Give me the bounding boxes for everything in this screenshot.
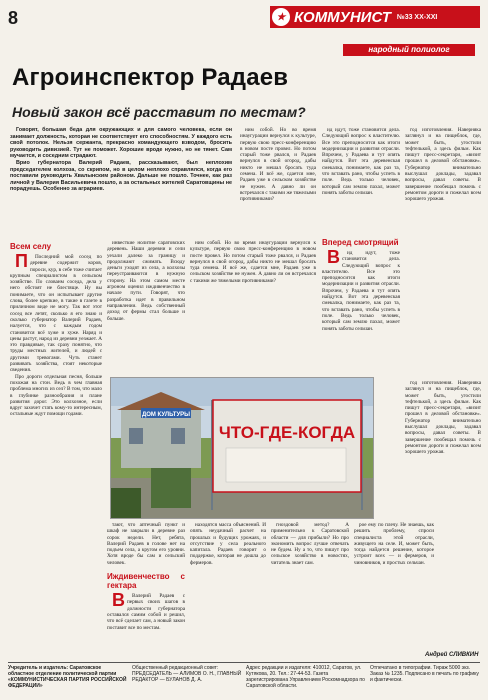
paragraph: ним собой. Но во время инаугурации вернулся к культуре, первую свою пресс-конференцию в новом посте провел. Но потом старый тоже рвался, и Радаев вернулся в свой огород, дабы никто не мешал бросать туда семена. И всё же, сдается мне, Радаев уже в сельском хозяйстве не нужен. А давно ли он встречался с такими же тяжелыми противниками?	[190, 240, 316, 284]
page-number: 8	[8, 8, 19, 28]
star-icon: ★	[272, 8, 290, 26]
column-text	[107, 240, 185, 372]
paragraph: Про дороги отдельная песня, больше похожая на стон. Ведь в чем главная проблема многих из сел? В том, что мало в глубинке разнообразия и плане развития дорог. Это колхозное, если вдруг захочет стать кому-то интересным, остальные ждут помощи годами.	[10, 373, 102, 418]
paragraph: год изготовления. Наверняка заглянул и на пищеблок, где, может быть, угостили тефтелькой, а здесь фильм. Как пишут пресс-секретари, «визит прошел в деловой обстановке». Губернатор внимательно выслушал доклады, задавал вопросы, давал советы. В завершение пообещал помочь с ремонтом дороги и пожелал всем хорошего урожая.	[405, 127, 481, 203]
paragraph: находятся масса объяснений. И опять неудачный расчет на прошлых и будущих урожаях, и отсутствие у села реального капитала. Радаев говорит о поддержке, которая не дошла до фермеров.	[190, 522, 266, 566]
author-signature: Андрей СЛИВКИН	[425, 652, 479, 658]
article-photo	[110, 377, 374, 519]
column-text	[190, 522, 266, 658]
column-text	[271, 522, 349, 658]
issue-label: №33 XX-XXI	[396, 13, 438, 21]
paragraph: ним собой. Но во время инаугурации вернулся к культуре, первую свою пресс-конференцию в новом посте провел. Но потом старый тоже рвался, и Радаев вернулся в свой огород, дабы никто не мешал бросать туда семена. И всё же, сдается мне, Радаев уже в сельском хозяйстве не нужен. А давно ли он встречался с такими же тяжелыми противниками?	[240, 127, 316, 203]
article-title: Агроинспектор Радаев	[12, 64, 289, 91]
column-text	[190, 240, 316, 372]
paragraph: гноздовой метод? А применительно к Саратовской области — для прибыли? Но про экономить вопрос лучше отвечать не будем. Ну а то, что пишут про сельское хозяйство в новостях, читатель знает сам.	[271, 522, 349, 566]
drop-cap: В	[112, 590, 125, 611]
column-text	[10, 240, 102, 658]
masthead-title: КОММУНИСТ	[294, 8, 391, 26]
section-heading: Иждивенчество с гектара	[107, 572, 185, 591]
masthead	[270, 6, 480, 28]
paragraph: инвесткие нолитие саратовских деревень. Наши деревни и сели уехали далеко за границу и продолжают сжимать. Всюду деньги уходят из села, а колхозы переустраиваются в нужную сторону. На этом самом месте агроном оценил иждивенчество в начале пути. Говорят, что разработка идет в правильном направлении. Ведь собственный доход от фермы стал больше и больше.	[107, 240, 185, 322]
paragraph: рое ему по плечу. Не знаешь, как решить проблему, спроси специалиста этой отрасли, живущего на селе. И, может быть, тогда найдется решение, которое устроит всех — и фермеров, и чиновников, и простых сельчан.	[354, 522, 434, 566]
column-text	[322, 127, 400, 227]
lead-paragraph: Говорят, большая беда для окружающих и для самого человека, если он занимает должность, которая не соответствует его способностям. У каждого есть свой потолок. Нельзя сержанта, прекрасно командующего взводом, бросить руководить дивизией. Тут не поможет. Хорошие вроде нужно, но не тянет. Сам мучается, и соседним страдают.	[10, 127, 232, 160]
column-text	[405, 380, 481, 516]
column-text	[240, 127, 316, 255]
article-subtitle: Новый закон всё расставит по местам?	[12, 104, 306, 120]
column-text	[405, 127, 481, 375]
column-text	[107, 522, 185, 658]
lead-paragraph: Врио губернатора Валерий Радаев, рассказывают, был неплохим председателем колхоза, со скрипом, но в целом неплохо справлялся, когда его поставили руководить Хвалынским районом. Дальше не пошло. Точнее, как раз личной у Валерия Васильевича пошло, а за остальных жителей Саратовщины не порадуешь. Особенно за аграриев.	[10, 159, 232, 193]
rubric-label: народный полиолог	[343, 44, 475, 56]
article-lead	[10, 127, 232, 193]
drop-cap: В	[327, 247, 340, 267]
drop-cap: П	[15, 251, 28, 271]
paragraph: ид идут, тоже становится дела. Следующий вопрос к властителю. Все это преподносится как итоги модернизации и развития отрасли. Впрочем, у Радаева и тут опять найдутся. Вот эта деревенская смекалка, понимаете, как раз та, что вставать рано, чтобы успеть в поле. Ведь только человек, который сам землю пахал, может понять заботы сельчан.	[322, 250, 400, 332]
paragraph: год изготовления. Наверняка заглянул и на пищеблок, где, может быть, угостили тефтелькой, а здесь фильм. Как пишут пресс-секретари, «визит прошел в деловой обстановке». Губернатор внимательно выслушал доклады, задавал вопросы, давал советы. В завершение пообещал помочь с ремонтом дороги и пожелал всем хорошего урожая.	[405, 380, 481, 456]
footer-founder: Учредитель и издатель: Саратовское областное отделение политической партии «КОММУНИСТИЧЕСКАЯ ПАРТИЯ РОССИЙСКОЙ ФЕДЕРАЦИИ»	[8, 665, 127, 689]
column-text	[322, 236, 400, 372]
village-photo-illustration	[111, 378, 373, 518]
column-text	[354, 522, 434, 648]
paragraph: ид идут, тоже становится дела. Следующий вопрос к властителю. Все это преподносится как итоги модернизации и развития отрасли. Впрочем, у Радаева и тут опять найдутся. Вот эта деревенская смекалка, понимаете, как раз та, что вставать рано, чтобы успеть в поле. Ведь только человек, который сам землю пахал, может понять заботы сельчан.	[322, 127, 400, 196]
paragraph: тают, что аптечный пункт и шкаф не закрыли в деревне раз сорок недели. Нет, ребята, Валерий Радаев в голове нет на подъем села, а кругом его уровни. Хотя вроде бы сам и сельский человек.	[107, 522, 185, 566]
footer-divider	[8, 662, 480, 663]
photo-sign-text: ДОМ КУЛЬТУРЫ	[141, 412, 191, 418]
section-heading: Вперед смотрящий	[322, 238, 399, 247]
photo-banner-text: ЧТО-ГДЕ-КОГДА	[218, 423, 356, 442]
footer-editor: Общественный редакционный совет: ПРЕДСЕДАТЕЛЬ — АЛИМОВ О. Н., ГЛАВНЫЙ РЕДАКТОР — БУЛАНОВ Д. А.	[132, 665, 242, 683]
footer-print: Отпечатано в типографии. Тираж 5000 экз. Заказ № 1235. Подписано в печать по графику и фактически.	[370, 665, 479, 683]
section-heading: Всем селу	[10, 242, 52, 251]
footer-address: Адрес редакции и издателя: 410012, Саратов, ул. Кутякова, 20. Тел.: 27-44-53. Газета зарегистрирована Управлением Роскомнадзора по Саратовской области.	[246, 665, 365, 689]
paragraph: Валерий Радаев с первых своих шагов в должности губернатора оставался самим собой и решил, что всё сделает сам, а новый закон поставит все по местам.	[107, 593, 185, 631]
paragraph: Последний мой сосед по деревне содержит коров, пороси, кур, в себе тоже считает крупным специалистом в сельском хозяйстве. По слованм соседа, дела у него обстоят не блестяще. Ну вы понимаете, что он испытывает другие слова, более крепкие, в такие в газете в приличном виде не могу. Так вот этот сосед все летят, сколько я его знаю и сколько губернатор Валерий Радаев, налуется, что с каждым годом становится всё хуже и хуже. Наряд и цены растут, народ из деревни уезжает. А это правдивые, так сразу понятно, что труды местных жителей, и людей с другими тревогами. Чуть станет развивать хозяйства, стоят некоторые сведения.	[10, 254, 102, 374]
